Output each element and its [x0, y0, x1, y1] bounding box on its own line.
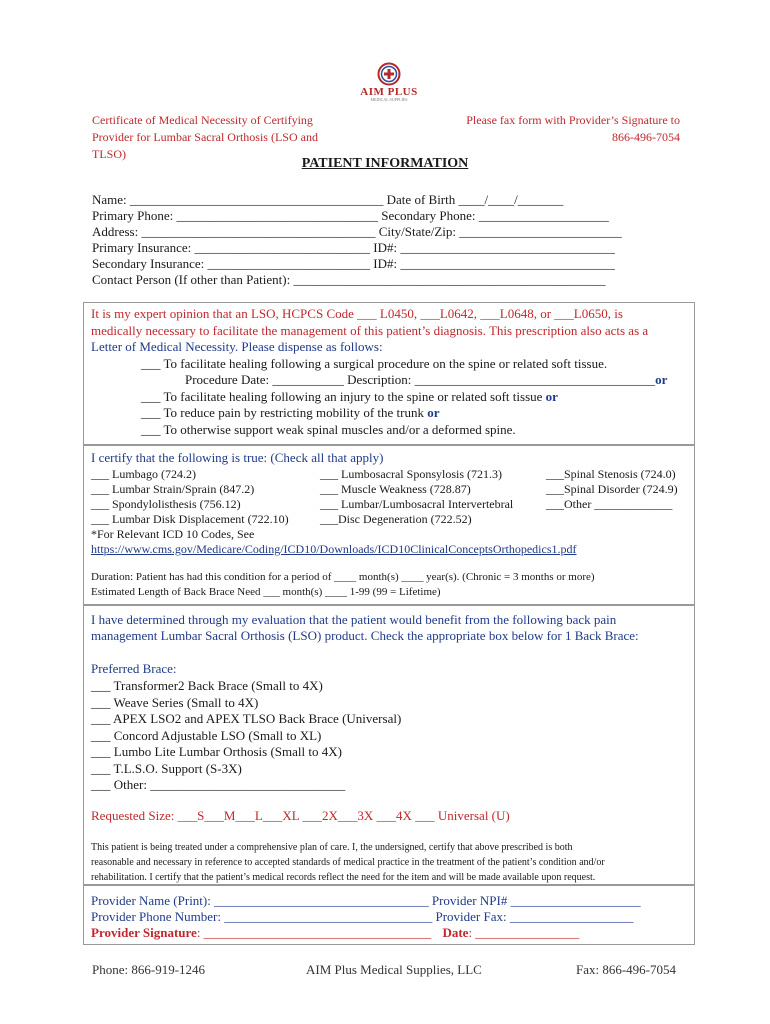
company-logo — [356, 62, 422, 102]
icd-note: *For Relevant ICD 10 Codes, See — [91, 527, 255, 541]
dx-spinal-disorder[interactable]: ___Spinal Disorder (724.9) — [546, 482, 678, 496]
attestation-line1: This patient is being treated under a comprehensive plan of care. I, the undersigned, certify that above prescribed is both — [91, 842, 573, 853]
brace-option-lumbo-lite[interactable]: ___ Lumbo Lite Lumbar Orthosis (Small to 4X) — [91, 744, 342, 759]
brace-option-transformer2[interactable]: ___ Transformer2 Back Brace (Small to 4X) — [91, 678, 323, 693]
fax-instruction — [466, 112, 680, 146]
brace-length-line[interactable]: Estimated Length of Back Brace Need ___ month(s) ____ 1-99 (99 = Lifetime) — [91, 586, 441, 598]
contact-person-row[interactable]: Contact Person (If other than Patient): ________________________________________________ — [92, 272, 606, 287]
certify-section — [83, 445, 695, 605]
brace-options-list — [91, 678, 401, 794]
procedure-date-description[interactable]: Procedure Date: ___________ Description: _____________________________________ — [185, 372, 656, 387]
brace-intro-line1: I have determined through my evaluation that the patient would benefit from the following back pain — [91, 612, 617, 627]
medical-necessity-section — [83, 302, 695, 445]
option-injury[interactable]: ___ To facilitate healing following an injury to the spine or related soft tissue — [141, 388, 543, 404]
provider-signature-row[interactable] — [91, 925, 579, 942]
dx-disc-degeneration[interactable]: ___Disc Degeneration (722.52) — [320, 512, 472, 526]
footer-fax: Fax: 866-496-7054 — [575, 962, 676, 977]
provider-signature-field[interactable]: : ___________________________________ — [196, 925, 432, 940]
dx-lumbago[interactable]: ___ Lumbago (724.2) — [91, 467, 196, 481]
necessity-line2: medically necessary to facilitate the management of this patient’s diagnosis. This prescription also acts as a — [91, 322, 649, 338]
section-title-patient-info: PATIENT INFORMATION — [301, 156, 469, 171]
footer-phone: Phone: 866-919-1246 — [92, 962, 206, 977]
brace-option-apex[interactable]: ___ APEX LSO2 and APEX TLSO Back Brace (Universal) — [91, 711, 402, 726]
brace-selection-section — [83, 605, 695, 885]
dx-spondylolisthesis[interactable]: ___ Spondylolisthesis (756.12) — [91, 497, 241, 511]
attestation-text — [91, 840, 605, 885]
signature-date-label: Date — [442, 925, 469, 940]
icd-codes-link[interactable]: https://www.cms.gov/Medicare/Coding/ICD10/Downloads/ICD10ClinicalConceptsOrthopedics1.pdf — [91, 542, 577, 556]
form-title-line3: TLSO) — [92, 147, 126, 161]
provider-name-npi-row[interactable]: Provider Name (Print): _________________________________ Provider NPI# ____________________ — [91, 893, 641, 908]
option-reduce-pain[interactable]: ___ To reduce pain by restricting mobility of the trunk — [141, 405, 424, 420]
option-surgical[interactable]: ___ To facilitate healing following a surgical procedure on the spine or related soft tissue. — [141, 355, 608, 371]
requested-size-row[interactable]: Requested Size: ___S___M___L___XL ___2X___3X ___4X ___ Universal (U) — [91, 808, 510, 823]
brace-intro-line2: management Lumbar Sacral Orthosis (LSO) product. Check the appropriate box below for 1 Back Brace: — [91, 628, 639, 643]
fax-instruction-number: 866-496-7054 — [612, 130, 680, 144]
provider-section — [83, 885, 695, 945]
logo-sub: MEDICAL SUPPLIES — [370, 97, 408, 102]
logo-name: AIM PLUS — [360, 86, 418, 98]
dx-other[interactable]: ___Other _____________ — [546, 497, 673, 511]
provider-phone-fax-row[interactable]: Provider Phone Number: ________________________________ Provider Fax: ___________________ — [91, 909, 634, 924]
or-label-1: or — [655, 372, 668, 387]
diagnosis-column-3 — [546, 467, 678, 512]
patient-phone-row[interactable]: Primary Phone: _______________________________ Secondary Phone: ____________________ — [92, 208, 609, 223]
dx-muscle-weakness[interactable]: ___ Muscle Weakness (728.87) — [320, 482, 471, 496]
duration-line[interactable]: Duration: Patient has had this condition for a period of ____ month(s) ____ year(s). (Chronic = 3 months or more) — [91, 571, 595, 583]
option-reduce-pain-row[interactable] — [91, 405, 694, 422]
diagnosis-column-1 — [91, 467, 289, 527]
attestation-line3: rehabilitation. I certify that the patient’s medical records reflect the need for the item and will be made available upon request. — [91, 872, 596, 883]
primary-insurance-row[interactable]: Primary Insurance: ___________________________ ID#: _________________________________ — [92, 240, 615, 255]
option-support[interactable]: ___ To otherwise support weak spinal muscles and/or a deformed spine. — [141, 421, 516, 437]
or-label-2: or — [545, 388, 558, 404]
dx-lumbar-strain[interactable]: ___ Lumbar Strain/Sprain (847.2) — [91, 482, 255, 496]
option-injury-row[interactable] — [91, 389, 694, 406]
form-title-line1: Certificate of Medical Necessity of Certifying — [92, 113, 313, 127]
brace-option-tlso[interactable]: ___ T.L.S.O. Support (S-3X) — [91, 760, 242, 776]
dx-lumbosacral-spondylosis[interactable]: ___ Lumbosacral Sponsylosis (721.3) — [320, 467, 502, 481]
logo-mark-icon — [376, 62, 402, 86]
provider-signature-label: Provider Signature — [91, 925, 197, 940]
preferred-brace-label: Preferred Brace: — [91, 661, 177, 676]
brace-option-concord[interactable]: ___ Concord Adjustable LSO (Small to XL) — [91, 727, 322, 743]
patient-name-row[interactable]: Name: _______________________________________ Date of Birth ____/____/_______ — [92, 192, 564, 207]
certify-heading: I certify that the following is true: (Check all that apply) — [91, 450, 384, 465]
dx-intervertebral[interactable]: ___ Lumbar/Lumbosacral Intervertebral — [320, 497, 514, 511]
attestation-line2: reasonable and necessary in reference to accepted standards of medical practice in the treatment of the patient’s condition and/or — [91, 857, 605, 868]
patient-info-block — [92, 192, 622, 288]
brace-option-weave[interactable]: ___ Weave Series (Small to 4X) — [91, 694, 259, 710]
necessity-line1: It is my expert opinion that an LSO, HCPCS Code ___ L0450, ___L0642, ___L0648, or ___L0650, is — [91, 306, 623, 321]
dx-disk-displacement[interactable]: ___ Lumbar Disk Displacement (722.10) — [91, 512, 289, 526]
footer-company: AIM Plus Medical Supplies, LLC — [306, 962, 482, 977]
procedure-row[interactable] — [91, 372, 694, 389]
signature-date-field[interactable]: : ________________ — [468, 925, 580, 940]
necessity-line3: Letter of Medical Necessity. Please dispense as follows: — [91, 339, 383, 354]
brace-option-other[interactable]: ___ Other: ______________________________ — [91, 777, 346, 792]
form-title-line2: Provider for Lumbar Sacral Orthosis (LSO and — [92, 130, 318, 144]
dx-spinal-stenosis[interactable]: ___Spinal Stenosis (724.0) — [546, 467, 676, 481]
patient-address-row[interactable]: Address: ____________________________________ City/State/Zip: _________________________ — [92, 224, 622, 239]
secondary-insurance-row[interactable]: Secondary Insurance: _________________________ ID#: _________________________________ — [92, 256, 615, 271]
fax-instruction-line1: Please fax form with Provider’s Signature to — [466, 113, 680, 127]
diagnosis-column-2 — [320, 467, 513, 527]
or-label-3: or — [427, 405, 440, 420]
